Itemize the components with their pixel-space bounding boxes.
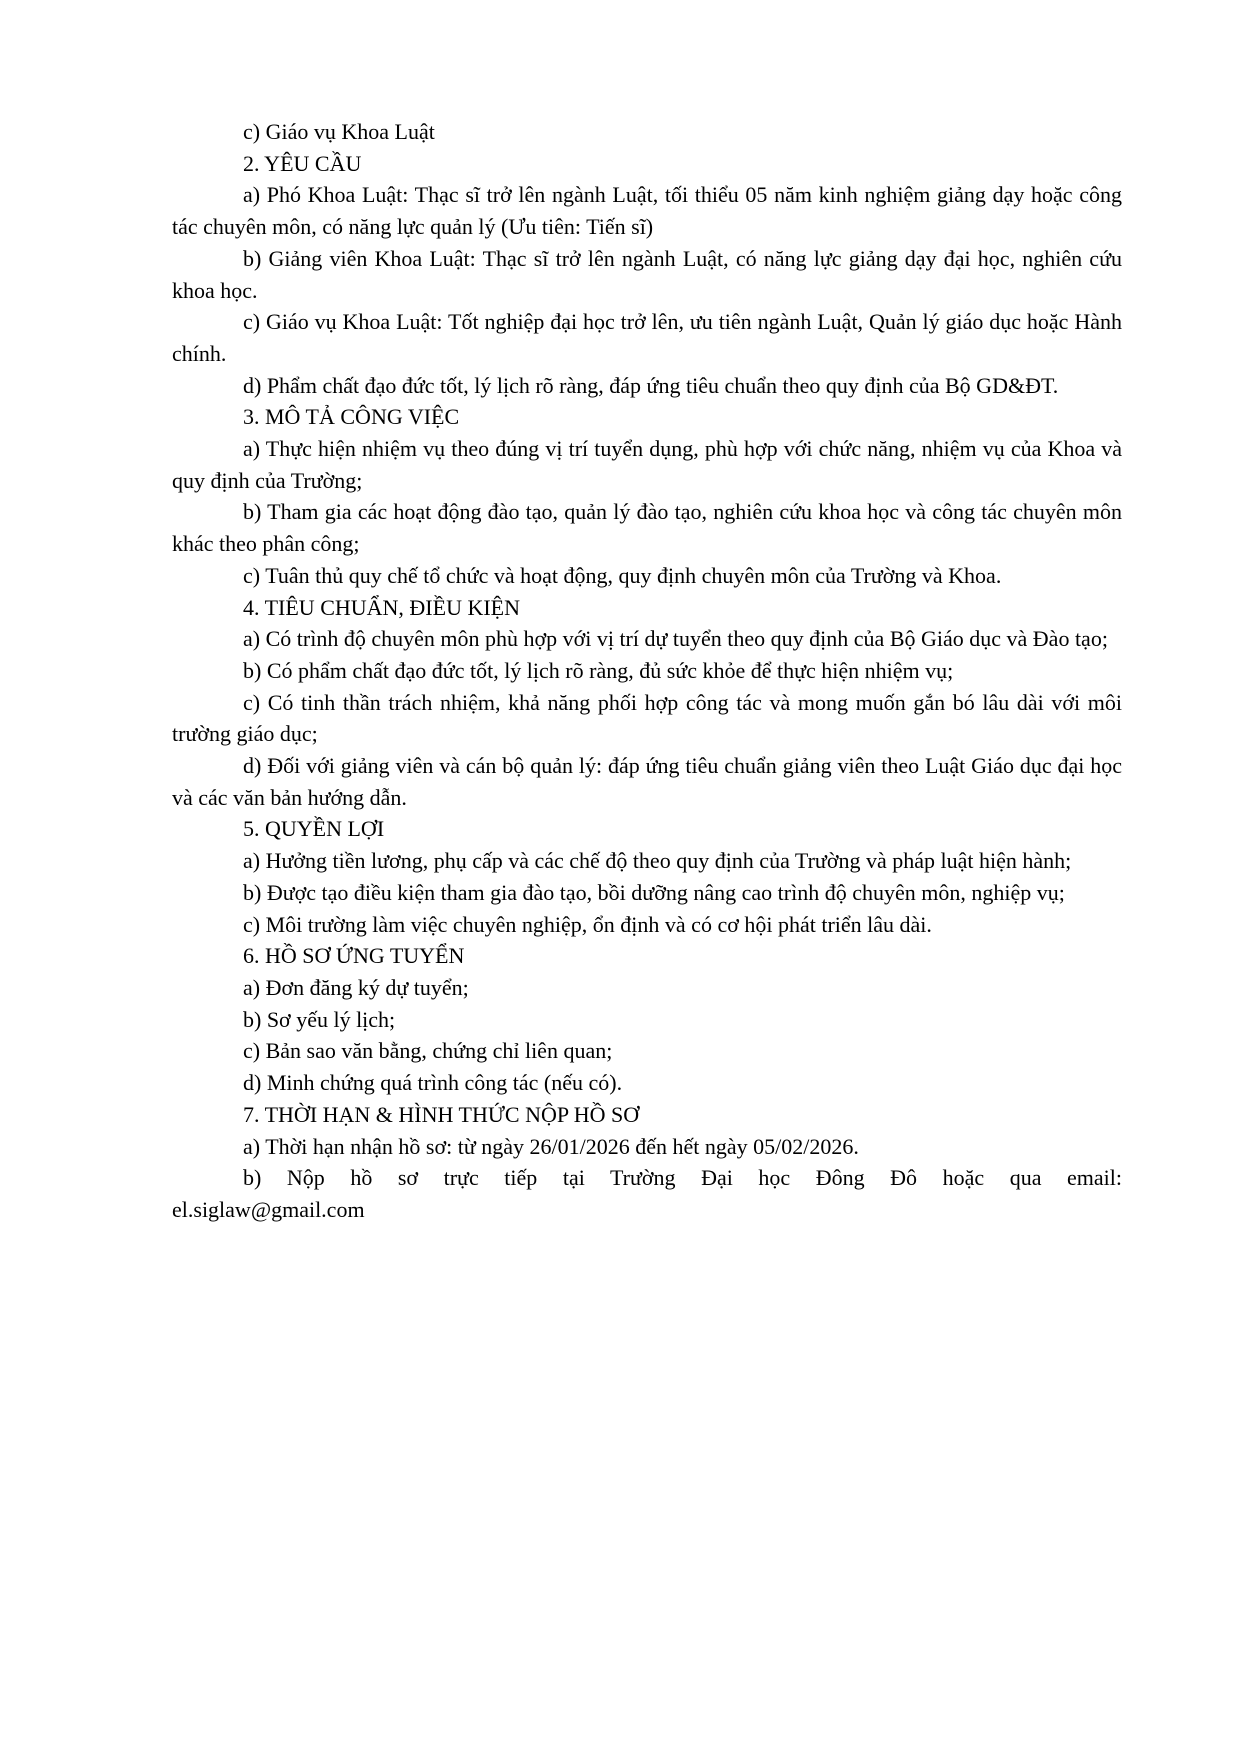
- list-item: c) Môi trường làm việc chuyên nghiệp, ổn định và có cơ hội phát triển lâu dài.: [243, 911, 932, 937]
- section-heading-application-dossier: 6. HỒ SƠ ỨNG TUYỂN: [243, 943, 465, 969]
- section-heading-deadline-submission: 7. THỜI HẠN & HÌNH THỨC NỘP HỒ SƠ: [243, 1101, 640, 1127]
- section-heading-benefits: 5. QUYỀN LỢI: [243, 816, 385, 842]
- list-item: b) Sơ yếu lý lịch;: [243, 1006, 396, 1032]
- list-item: c) Tuân thủ quy chế tổ chức và hoạt động, quy định chuyên môn của Trường và Khoa.: [243, 562, 1002, 588]
- list-item: a) Đơn đăng ký dự tuyển;: [243, 974, 469, 1000]
- list-item: a) Thực hiện nhiệm vụ theo đúng vị trí tuyển dụng, phù hợp với chức năng, nhiệm vụ của Khoa và quy định của Trường;: [172, 436, 1122, 493]
- list-item-submission-method: b) Nộp hồ sơ trực tiếp tại Trường Đại học Đông Đô hoặc qua email:: [243, 1165, 1122, 1191]
- list-item: d) Đối với giảng viên và cán bộ quản lý: đáp ứng tiêu chuẩn giảng viên theo Luật Giáo dục đại học và các văn bản hướng dẫn.: [172, 753, 1122, 810]
- list-item: a) Phó Khoa Luật: Thạc sĩ trở lên ngành Luật, tối thiểu 05 năm kinh nghiệm giảng dạy hoặc công tác chuyên môn, có năng lực quản lý (Ưu tiên: Tiến sĩ): [172, 182, 1122, 240]
- list-item: c) Giáo vụ Khoa Luật: [243, 119, 435, 144]
- section-heading-standards: 4. TIÊU CHUẨN, ĐIỀU KIỆN: [243, 594, 520, 620]
- list-item: d) Phẩm chất đạo đức tốt, lý lịch rõ ràng, đáp ứng tiêu chuẩn theo quy định của Bộ GD&ĐT.: [243, 372, 1059, 398]
- document-text-block: [172, 116, 1122, 1226]
- list-item: c) Có tinh thần trách nhiệm, khả năng phối hợp công tác và mong muốn gắn bó lâu dài với môi trường giáo dục;: [172, 689, 1122, 747]
- list-item: b) Được tạo điều kiện tham gia đào tạo, bồi dưỡng nâng cao trình độ chuyên môn, nghiệp vụ;: [243, 879, 1065, 905]
- list-item: a) Thời hạn nhận hồ sơ: từ ngày 26/01/2026 đến hết ngày 05/02/2026.: [243, 1133, 859, 1159]
- list-item: a) Hưởng tiền lương, phụ cấp và các chế độ theo quy định của Trường và pháp luật hiện hành;: [243, 848, 1072, 874]
- list-item: b) Giảng viên Khoa Luật: Thạc sĩ trở lên ngành Luật, có năng lực giảng dạy đại học, nghiên cứu khoa học.: [172, 245, 1122, 303]
- section-heading-requirements: 2. YÊU CẦU: [243, 150, 362, 176]
- email-address: el.siglaw@gmail.com: [172, 1196, 365, 1222]
- list-item: c) Giáo vụ Khoa Luật: Tốt nghiệp đại học trở lên, ưu tiên ngành Luật, Quản lý giáo dục hoặc Hành chính.: [172, 309, 1122, 366]
- list-item: d) Minh chứng quá trình công tác (nếu có).: [243, 1070, 623, 1096]
- list-item: b) Tham gia các hoạt động đào tạo, quản lý đào tạo, nghiên cứu khoa học và công tác chuyên môn khác theo phân công;: [172, 499, 1122, 557]
- section-heading-job-description: 3. MÔ TẢ CÔNG VIỆC: [243, 404, 460, 430]
- list-item: c) Bản sao văn bằng, chứng chỉ liên quan;: [243, 1038, 613, 1064]
- list-item: a) Có trình độ chuyên môn phù hợp với vị trí dự tuyển theo quy định của Bộ Giáo dục và Đào tạo;: [243, 626, 1108, 652]
- list-item: b) Có phẩm chất đạo đức tốt, lý lịch rõ ràng, đủ sức khỏe để thực hiện nhiệm vụ;: [243, 657, 954, 683]
